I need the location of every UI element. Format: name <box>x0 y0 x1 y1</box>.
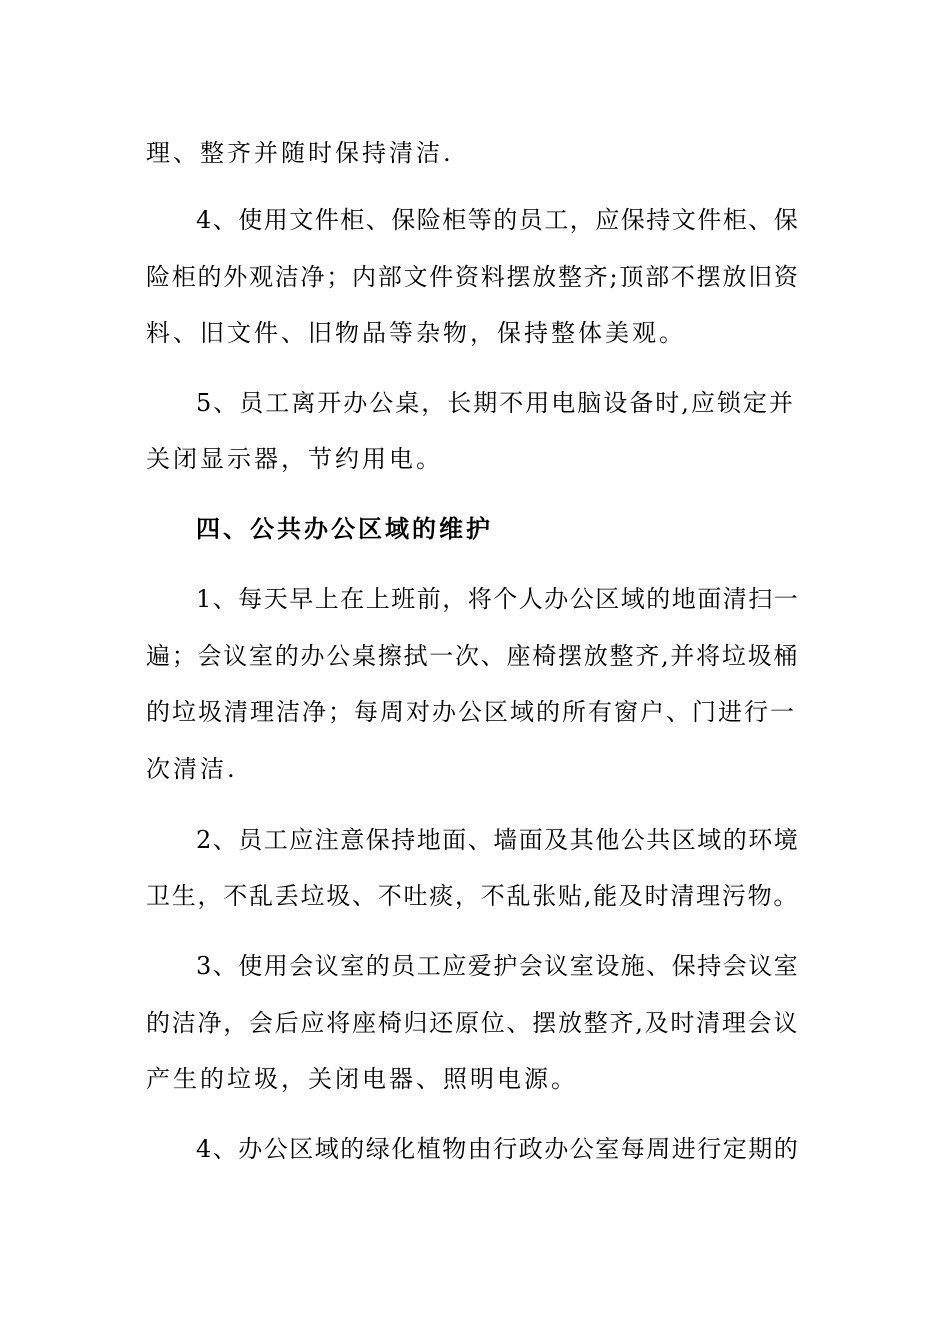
text-line-17: 4、办公区域的绿化植物由行政办公室每周进行定期的 <box>196 1135 800 1163</box>
text-line-15: 的洁净，会后应将座椅归还原位、摆放整齐,及时清理会议 <box>146 1009 800 1037</box>
text-line-14: 3、使用会议室的员工应爱护会议室设施、保持会议室 <box>196 952 800 980</box>
text-line-12: 2、员工应注意保持地面、墙面及其他公共区域的环境 <box>196 826 800 854</box>
text-line-5: 5、员工离开办公桌，长期不用电脑设备时,应锁定并 <box>196 389 795 417</box>
text-line-8: 1、每天早上在上班前，将个人办公区域的地面清扫一 <box>196 585 800 613</box>
text-line-16: 产生的垃圾，关闭电器、照明电源。 <box>146 1065 578 1093</box>
text-line-6: 关闭显示器，节约用电。 <box>146 445 443 473</box>
text-line-3: 险柜的外观洁净；内部文件资料摆放整齐;顶部不摆放旧资 <box>146 263 800 291</box>
text-line-4: 料、旧文件、旧物品等杂物，保持整体美观。 <box>146 319 686 347</box>
text-line-1: 理、整齐并随时保持清洁. <box>146 139 454 167</box>
text-line-2: 4、使用文件柜、保险柜等的员工，应保持文件柜、保 <box>196 206 800 234</box>
text-line-10: 的垃圾清理洁净；每周对办公区域的所有窗户、门进行一 <box>146 698 796 726</box>
text-line-9: 遍；会议室的办公桌擦拭一次、座椅摆放整齐,并将垃圾桶 <box>146 642 800 670</box>
text-line-13: 卫生，不乱丢垃圾、不吐痰，不乱张贴,能及时清理污物。 <box>146 882 800 910</box>
text-line-11: 次清洁. <box>146 755 238 783</box>
section-heading: 四、公共办公区域的维护 <box>196 514 493 543</box>
